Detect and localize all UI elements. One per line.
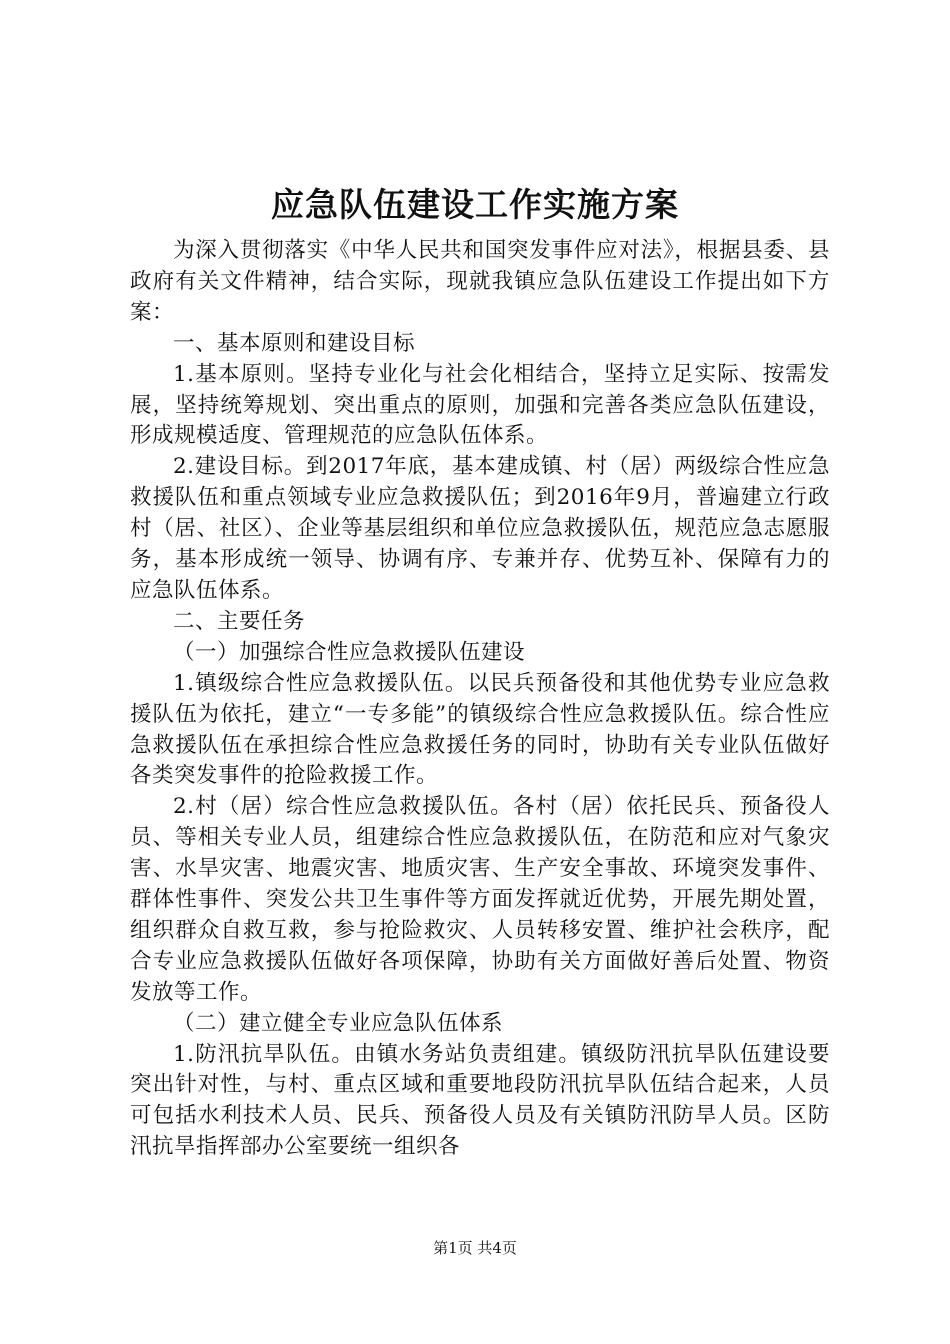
paragraph-village-team: 2.村（居）综合性应急救援队伍。各村（居）依托民兵、预备役人员、等相关专业人员，组建综合性应急救援队伍，在防范和应对气象灾害、水旱灾害、地震灾害、地质灾害、生产安全事故、环境突发事件、群体性事件、突发公共卫生事件等方面发挥就近优势，开展先期处置，组织群众自救互救，参与抢险救灾、人员转移安置、维护社会秩序，配合专业应急救援队伍做好各项保障，协助有关方面做好善后处置、物资发放等工作。 bbox=[130, 794, 830, 1005]
paragraph-town-team: 1.镇级综合性应急救援队伍。以民兵预备役和其他优势专业应急救援队伍为依托，建立“一专多能”的镇级综合性应急救援队伍。综合性应急救援队伍在承担综合性应急救援任务的同时，协助有关专业队伍做好各类突发事件的抢险救援工作。 bbox=[130, 670, 830, 789]
subsection-heading-1: （一）加强综合性应急救援队伍建设 bbox=[173, 639, 526, 665]
paragraph-goals: 2.建设目标。到2017年底，基本建成镇、村（居）两级综合性应急救援队伍和重点领域专业应急救援队伍；到2016年9月，普遍建立行政村（居、社区）、企业等基层组织和单位应急救援队伍，规范应急志愿服务，基本形成统一领导、协调有序、专兼并存、优势互补、保障有力的应急队伍体系。 bbox=[130, 454, 830, 603]
paragraph-intro: 为深入贯彻落实《中华人民共和国突发事件应对法》，根据县委、县政府有关文件精神，结合实际，现就我镇应急队伍建设工作提出如下方案： bbox=[130, 238, 830, 325]
section-heading-2: 二、主要任务 bbox=[173, 608, 306, 634]
subsection-heading-2: （二）建立健全专业应急队伍体系 bbox=[173, 1010, 504, 1036]
paragraph-principles: 1.基本原则。坚持专业化与社会化相结合，坚持立足实际、按需发展，坚持统筹规划、突出重点的原则，加强和完善各类应急队伍建设，形成规模适度、管理规范的应急队伍体系。 bbox=[130, 361, 830, 449]
section-heading-1: 一、基本原则和建设目标 bbox=[173, 330, 416, 356]
document-body bbox=[130, 236, 830, 1163]
paragraph-flood-team: 1.防汛抗旱队伍。由镇水务站负责组建。镇级防汛抗旱队伍建设要突出针对性，与村、重点区域和重要地段防汛抗旱队伍结合起来，人员可包括水利技术人员、民兵、预备役人员及有关镇防汛防旱人员。区防汛抗旱指挥部办公室要统一组织各 bbox=[130, 1041, 830, 1160]
page-footer: 第1页 共4页 bbox=[433, 1239, 517, 1257]
document-title: 应急队伍建设工作实施方案 bbox=[271, 185, 679, 224]
